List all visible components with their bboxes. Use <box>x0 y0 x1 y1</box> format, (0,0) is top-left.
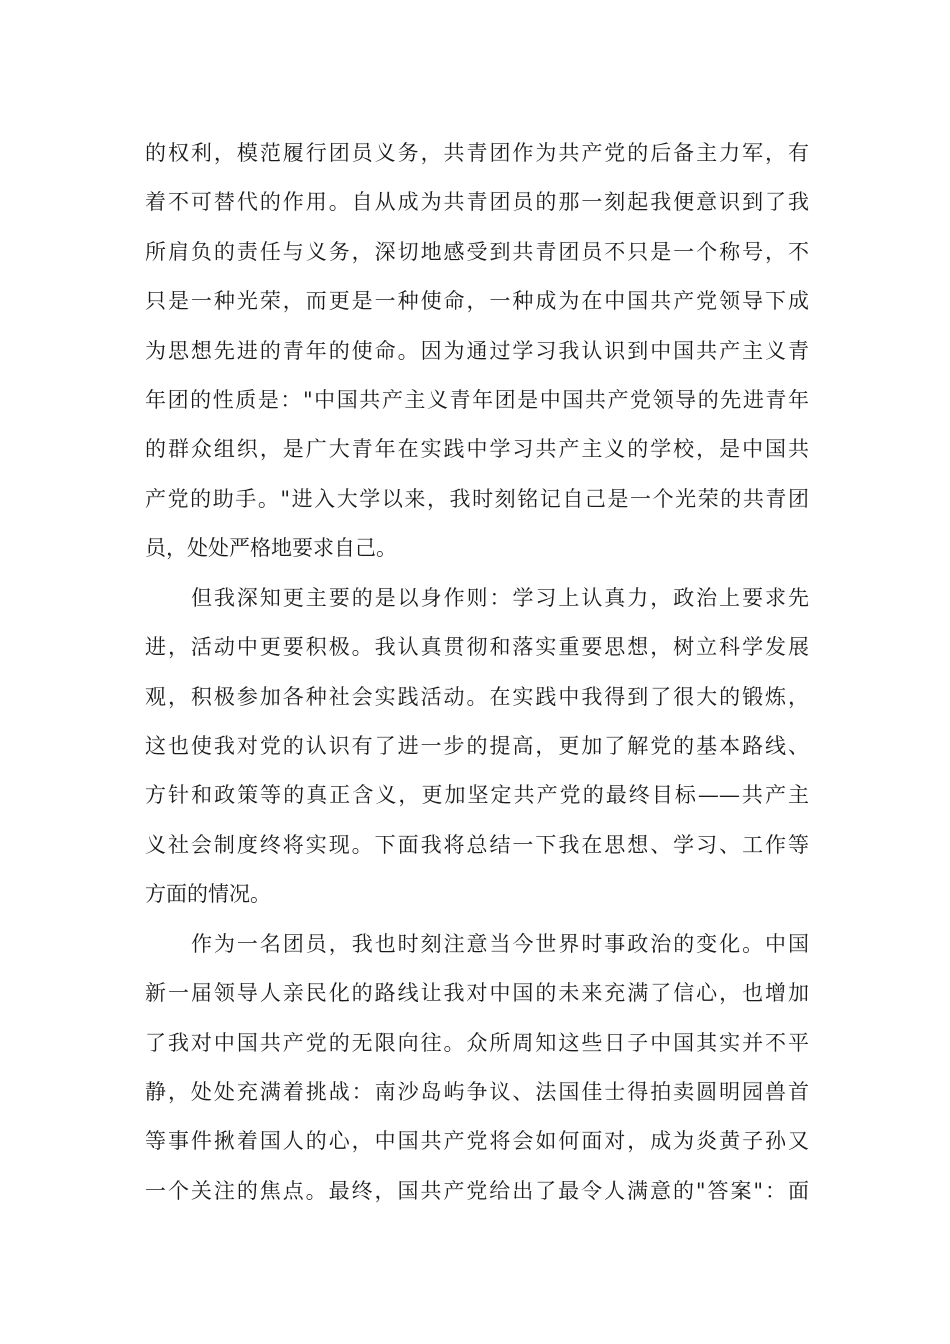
text-line: 这也使我对党的认识有了进一步的提高，更加了解党的基本路线、 <box>145 734 809 758</box>
text-line: 作为一名团员，我也时刻注意当今世界时事政治的变化。中国 <box>191 932 809 956</box>
text-line: 方针和政策等的真正含义，更加坚定共产党的最终目标——共产主 <box>145 783 809 807</box>
text-line: 产党的助手。"进入大学以来，我时刻铭记自己是一个光荣的共青团 <box>145 487 809 511</box>
text-line: 的群众组织，是广大青年在实践中学习共产主义的学校，是中国共 <box>145 437 809 461</box>
text-line: 静，处处充满着挑战：南沙岛屿争议、法国佳士得拍卖圆明园兽首 <box>145 1080 809 1104</box>
text-line: 方面的情况。 <box>145 882 271 906</box>
text-line: 义社会制度终将实现。下面我将总结一下我在思想、学习、工作等 <box>145 833 809 857</box>
text-line: 只是一种光荣，而更是一种使命，一种成为在中国共产党领导下成 <box>145 289 809 313</box>
text-line: 等事件揪着国人的心，中国共产党将会如何面对，成为炎黄子孙又 <box>145 1129 809 1153</box>
text-line: 进，活动中更要积极。我认真贯彻和落实重要思想，树立科学发展 <box>145 635 809 659</box>
text-line: 为思想先进的青年的使命。因为通过学习我认识到中国共产主义青 <box>145 339 809 363</box>
text-line: 所肩负的责任与义务，深切地感受到共青团员不只是一个称号，不 <box>145 240 809 264</box>
text-line: 着不可替代的作用。自从成为共青团员的那一刻起我便意识到了我 <box>145 190 809 214</box>
text-line: 一个关注的焦点。最终，国共产党给出了最令人满意的"答案"：面 <box>145 1179 809 1203</box>
text-line: 员，处处严格地要求自己。 <box>145 536 397 560</box>
text-line: 了我对中国共产党的无限向往。众所周知这些日子中国其实并不平 <box>145 1031 809 1055</box>
text-line: 但我深知更主要的是以身作则：学习上认真力，政治上要求先 <box>191 586 809 610</box>
text-line: 观，积极参加各种社会实践活动。在实践中我得到了很大的锻炼， <box>145 685 809 709</box>
text-line: 新一届领导人亲民化的路线让我对中国的未来充满了信心，也增加 <box>145 981 809 1005</box>
text-line: 的权利，模范履行团员义务，共青团作为共产党的后备主力军，有 <box>145 141 809 165</box>
text-line: 年团的性质是："中国共产主义青年团是中国共产党领导的先进青年 <box>145 388 809 412</box>
